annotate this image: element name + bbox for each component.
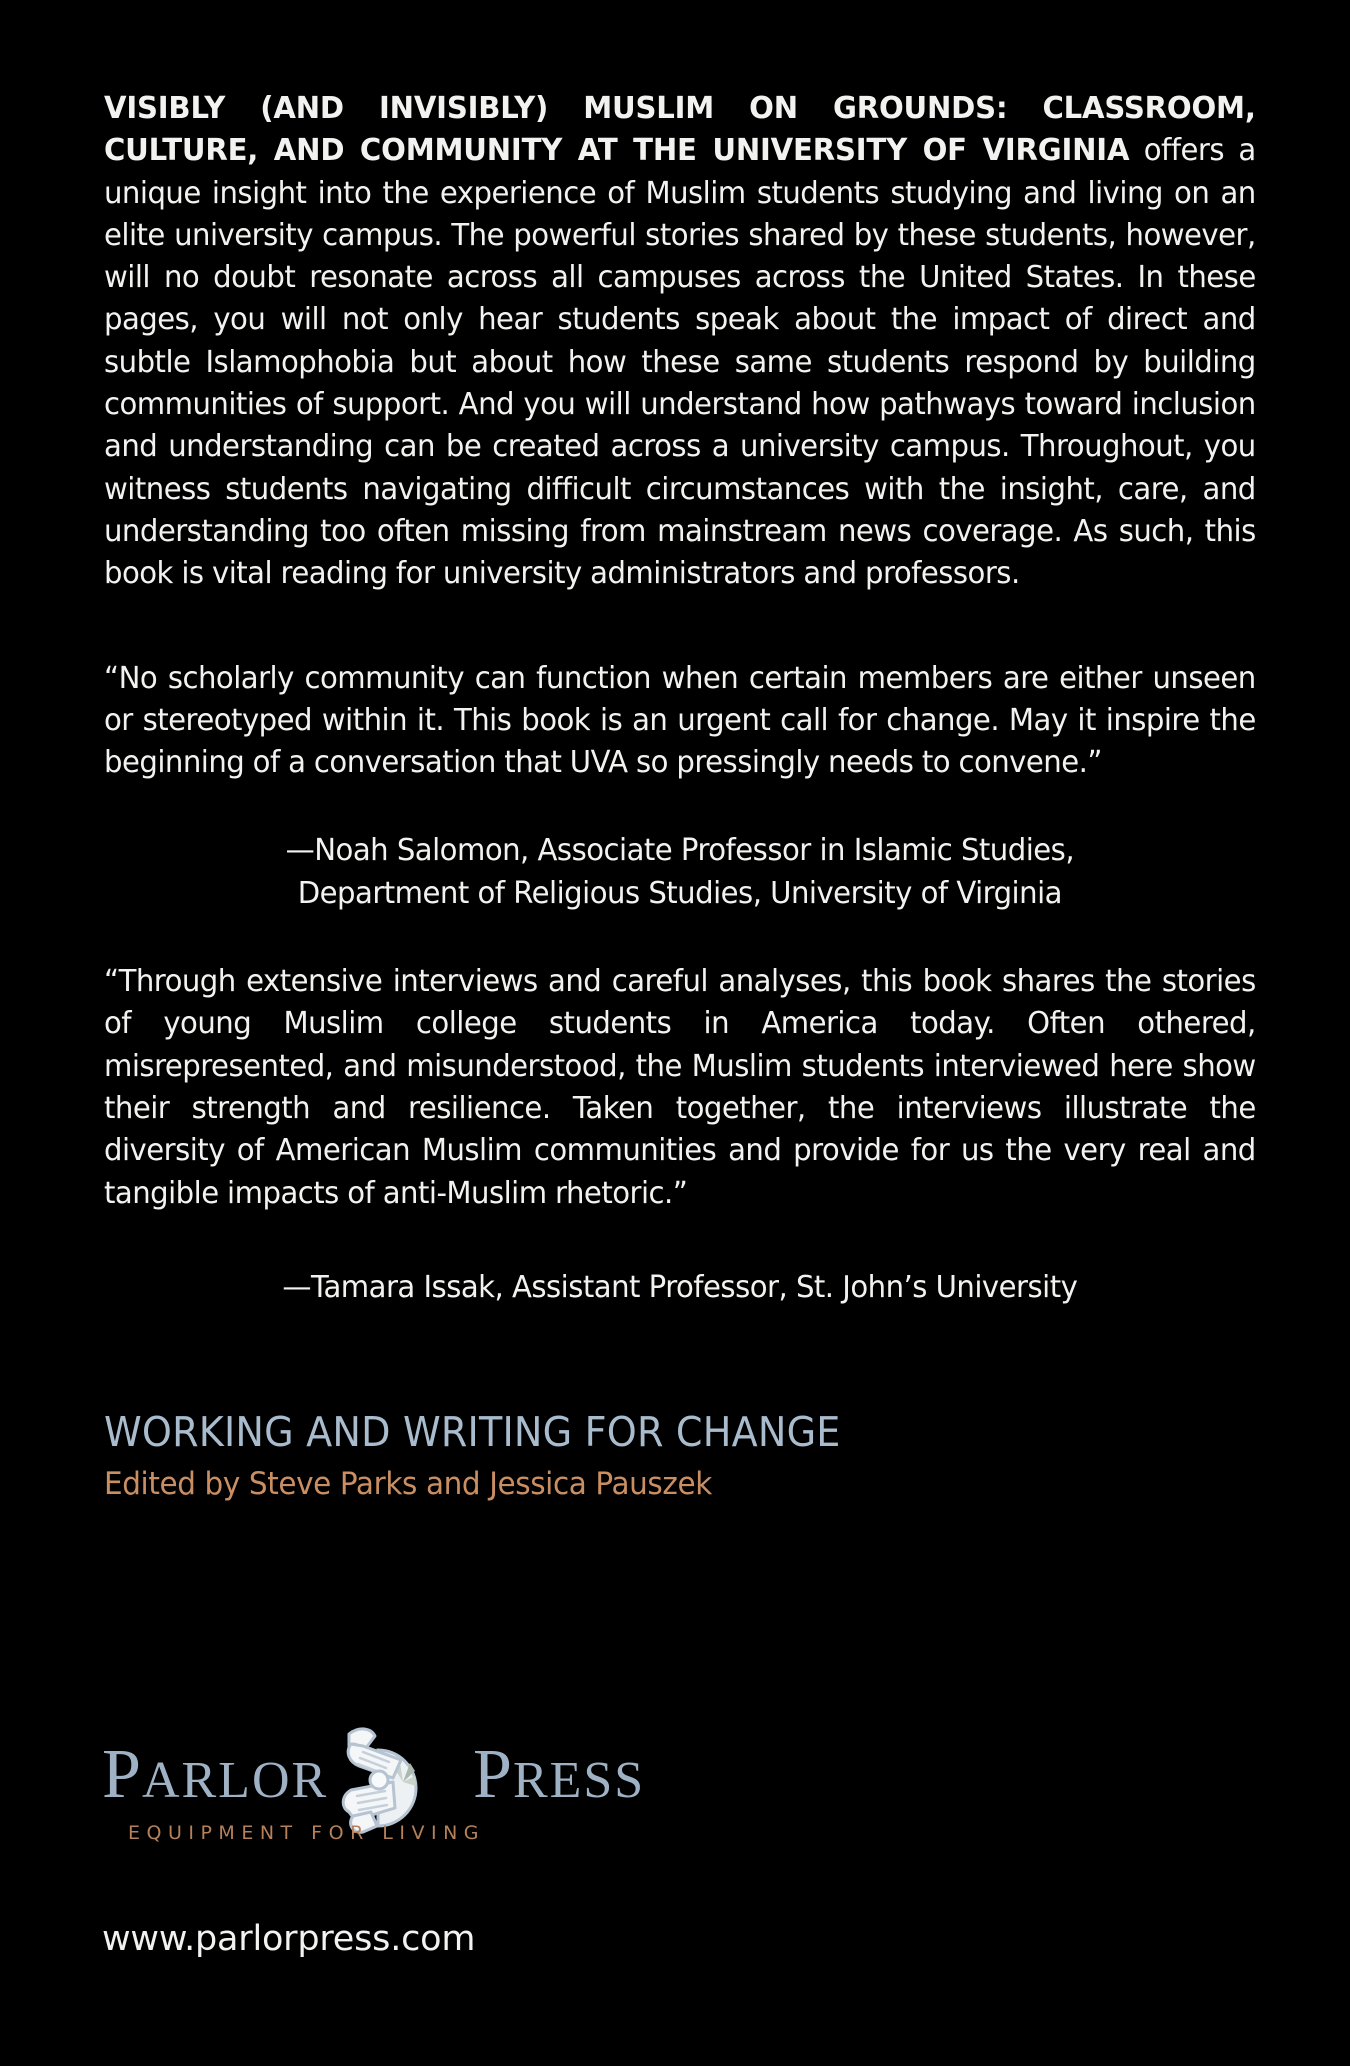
series-title: WORKING AND WRITING FOR CHANGE	[104, 1408, 841, 1457]
publisher-website: www.parlorpress.com	[102, 1919, 476, 1959]
cover-content	[104, 88, 1256, 1505]
endorsement-quote-1: “No scholarly community can function when certain members are either unseen or stereotyped within it. This book is an urgent call for change. May it inspire the beginning of a conversation that UVA so pressingly needs to convene.”	[104, 660, 1256, 781]
spacer	[104, 915, 1256, 961]
publisher-tagline: EQUIPMENT FOR LIVING	[128, 1822, 486, 1844]
book-description-body: offers a unique insight into the experience of Muslim students studying and living on an elite university campus. The powerful stories shared by these students, however, will no doubt resonate across all campuses across the United States. In these pages, you will not only hear students speak about the impact of direct and subtle Islamophobia but about how these same students respond by building communities of support. And you will understand how pathways toward inclusion and understanding can be created across a university campus. Throughout, you witness students navigating difficult circumstances with the insight, care, and understanding too often missing from mainstream news coverage. As such, this book is vital reading for university administrators and professors.	[104, 133, 1256, 592]
attribution-line: —Tamara Issak, Assistant Professor, St. John’s University	[282, 1269, 1078, 1305]
endorsement-quote-2: “Through extensive interviews and careful analyses, this book shares the stories of young Muslim college students in America today. Often othered, misrepresented, and misunderstood, the Muslim students interviewed here show their strength and resilience. Taken together, the interviews illustrate the diversity of American Muslim communities and provide for us the very real and tangible impacts of anti-Muslim rhetoric.”	[104, 964, 1256, 1211]
wordmark-parlor	[102, 1738, 328, 1818]
wordmark-press	[473, 1738, 645, 1818]
spacer	[104, 1215, 1256, 1267]
endorsement-attribution-2	[104, 1267, 1256, 1309]
publisher-wordmark	[102, 1738, 742, 1834]
wordmark-parlor-rest: ARLOR	[141, 1752, 329, 1809]
wordmark-press-rest: RESS	[512, 1752, 646, 1809]
wordmark-press-cap: P	[473, 1736, 513, 1813]
book-title-lede: VISIBLY (AND INVISIBLY) MUSLIM ON GROUNDS: CLASSROOM, CULTURE, AND COMMUNITY AT THE UNIVERSITY OF VIRGINIA	[104, 91, 1256, 169]
spacer	[104, 784, 1256, 830]
book-description	[104, 88, 1256, 596]
series-block	[104, 1407, 1256, 1505]
endorsement-attribution-1	[104, 830, 1256, 915]
series-editors: Edited by Steve Parks and Jessica Pauszek	[104, 1466, 712, 1503]
attribution-line: Department of Religious Studies, University of Virginia	[297, 875, 1062, 911]
spacer	[104, 596, 1256, 658]
attribution-line: —Noah Salomon, Associate Professor in Islamic Studies,	[285, 833, 1075, 869]
wordmark-parlor-cap: P	[102, 1736, 142, 1813]
spacer	[104, 1309, 1256, 1407]
